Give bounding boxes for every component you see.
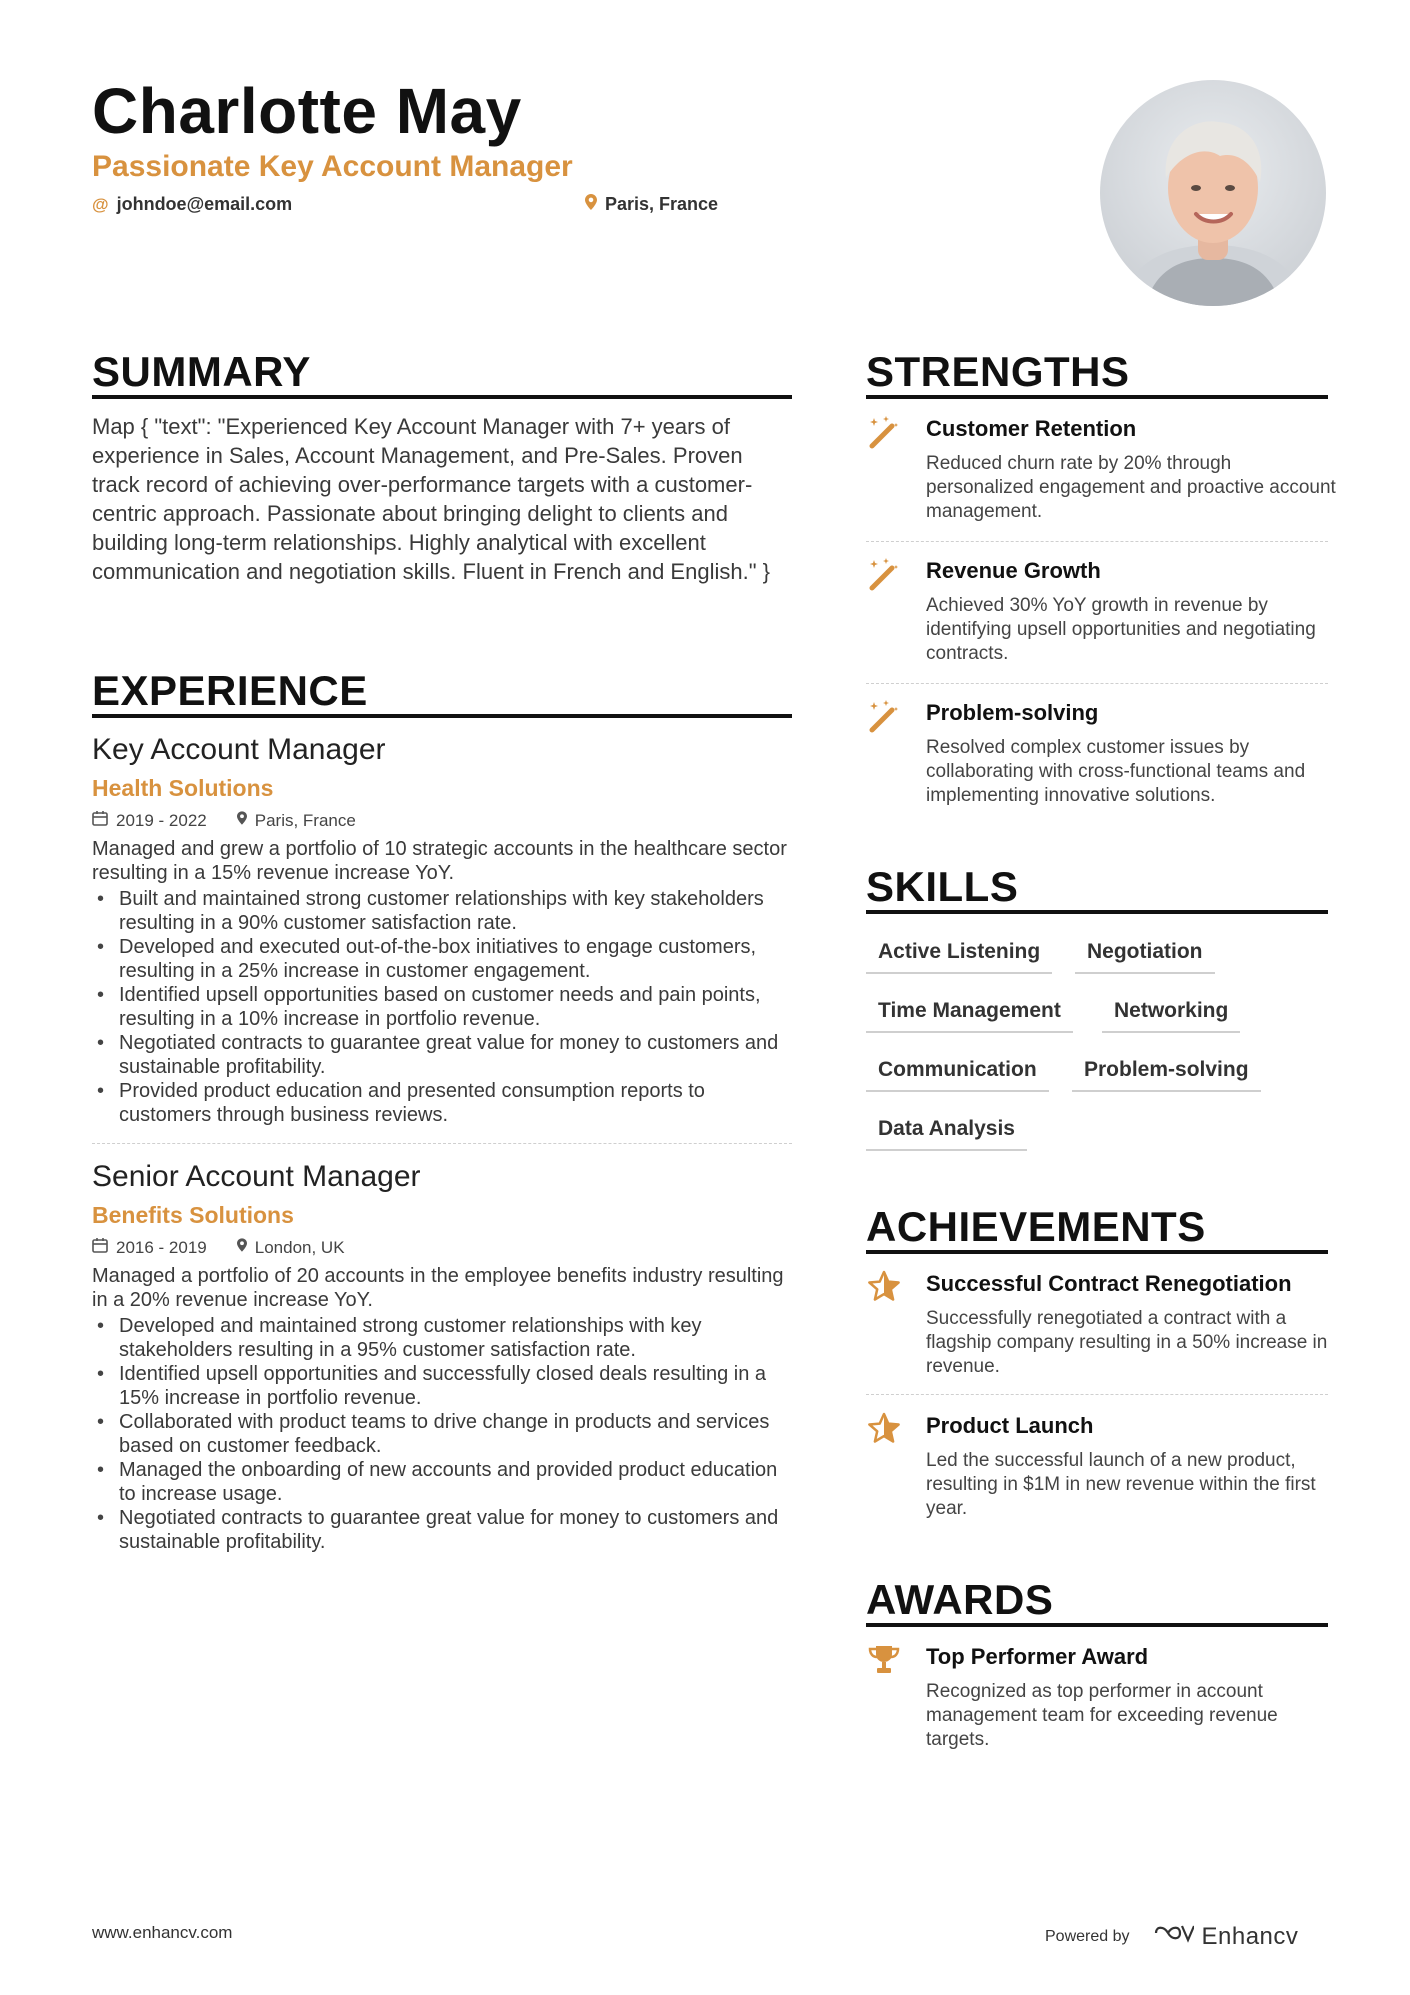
candidate-title: Passionate Key Account Manager (92, 150, 573, 183)
experience-divider (92, 1143, 792, 1144)
job-title: Senior Account Manager (92, 1160, 421, 1193)
job-bullet: • Provided product education and presented consumption reports to customers through business reviews. (92, 1079, 792, 1127)
experience-entry (92, 1160, 792, 1554)
job-bullet: • Identified upsell opportunities based on customer needs and pain points, resulting in a 10% increase in portfolio revenue. (92, 983, 792, 1031)
job-bullet: • Built and maintained strong customer relationships with key stakeholders resulting in a 90% customer satisfaction rate. (92, 887, 792, 935)
powered-by-label: Powered by (1045, 1927, 1130, 1945)
achievement-description: Successfully renegotiated a contract with a flagship company resulting in a 50% increase in revenue. (926, 1308, 1328, 1377)
job-bullet: • Negotiated contracts to guarantee great value for money to customers and sustainable profitability. (92, 1506, 792, 1554)
achievement-title: Successful Contract Renegotiation (926, 1271, 1292, 1296)
experience-rule (92, 714, 792, 718)
job-description: Managed and grew a portfolio of 10 strategic accounts in the healthcare sector resulting in a 15% revenue increase YoY. (92, 838, 787, 884)
magic-wand-icon (866, 698, 902, 734)
summary-text: Map { "text": "Experienced Key Account Manager with 7+ years of experience in Sales, Account Management, and Pre-Sales. Proven track record of achieving over-performance targets with a customer-centric approach. Passionate about bringing delight to clients and building long-term relationships. Highly analytical with excellent communication and negotiation skills. Fluent in French and English." } (92, 414, 770, 584)
job-meta (92, 1237, 792, 1258)
skill-tag: Communication (866, 1058, 1049, 1092)
achievement-title: Product Launch (926, 1413, 1094, 1438)
job-location: Paris, France (254, 810, 356, 830)
job-description: Managed a portfolio of 20 accounts in the employee benefits industry resulting in a 20% revenue increase YoY. (92, 1265, 784, 1311)
job-company: Benefits Solutions (92, 1202, 294, 1228)
skill-tag: Data Analysis (866, 1117, 1027, 1151)
job-meta (92, 810, 792, 831)
job-bullet: • Developed and executed out-of-the-box initiatives to engage customers, resulting in a 25% increase in customer engagement. (92, 935, 792, 983)
job-dates: 2016 - 2019 (116, 1237, 207, 1257)
job-bullets (92, 1314, 792, 1554)
skill-tag: Negotiation (1075, 940, 1215, 974)
skills-rule (866, 910, 1328, 914)
summary-heading: SUMMARY (92, 348, 311, 395)
map-pin-icon (585, 194, 597, 215)
star-icon (866, 1269, 902, 1305)
candidate-name: Charlotte May (92, 75, 522, 147)
achievement-divider (866, 1394, 1328, 1395)
strength-description: Achieved 30% YoY growth in revenue by identifying upsell opportunities and negotiating contracts. (926, 595, 1316, 664)
awards-heading: AWARDS (866, 1576, 1054, 1623)
location-contact (585, 194, 718, 215)
location-text: Paris, France (605, 194, 719, 214)
job-title: Key Account Manager (92, 733, 386, 766)
job-bullet: • Collaborated with product teams to drive change in products and services based on customer feedback. (92, 1410, 792, 1458)
award-title: Top Performer Award (926, 1644, 1149, 1669)
awards-rule (866, 1623, 1328, 1627)
job-bullet: • Negotiated contracts to guarantee great value for money to customers and sustainable profitability. (92, 1031, 792, 1079)
summary-rule (92, 395, 792, 399)
brand-logo[interactable] (1152, 1922, 1299, 1951)
powered-by (1045, 1922, 1298, 1951)
calendar-icon (92, 1237, 108, 1258)
strength-title: Revenue Growth (926, 558, 1101, 583)
job-bullets (92, 887, 792, 1127)
job-bullet: • Identified upsell opportunities and successfully closed deals resulting in a 15% increase in portfolio revenue. (92, 1362, 792, 1410)
skills-heading: SKILLS (866, 863, 1019, 910)
achievements-heading: ACHIEVEMENTS (866, 1203, 1206, 1250)
star-icon (866, 1411, 902, 1447)
brand-name: Enhancv (1201, 1922, 1299, 1950)
strength-divider (866, 683, 1328, 684)
strength-title: Customer Retention (926, 416, 1137, 441)
job-bullet: • Managed the onboarding of new accounts and provided product education to increase usage. (92, 1458, 792, 1506)
experience-heading: EXPERIENCE (92, 667, 368, 714)
magic-wand-icon (866, 414, 902, 450)
achievements-rule (866, 1250, 1328, 1254)
email-text: johndoe@email.com (116, 194, 293, 214)
strengths-rule (866, 395, 1328, 399)
map-pin-icon (237, 1238, 247, 1257)
strengths-heading: STRENGTHS (866, 348, 1130, 395)
strength-description: Reduced churn rate by 20% through personalized engagement and proactive account management. (926, 453, 1336, 522)
skill-tag: Problem-solving (1072, 1058, 1261, 1092)
profile-photo (1100, 80, 1326, 306)
skill-tag: Active Listening (866, 940, 1052, 974)
job-dates: 2019 - 2022 (116, 810, 207, 830)
email-contact[interactable] (92, 194, 292, 215)
job-company: Health Solutions (92, 775, 274, 801)
website-link[interactable]: www.enhancv.com (92, 1923, 233, 1942)
skill-tag: Time Management (866, 999, 1073, 1033)
award-description: Recognized as top performer in account management team for exceeding revenue targets. (926, 1681, 1278, 1750)
strength-divider (866, 541, 1328, 542)
strength-title: Problem-solving (926, 700, 1099, 725)
job-location: London, UK (254, 1237, 345, 1257)
calendar-icon (92, 810, 108, 831)
experience-entry (92, 733, 792, 1127)
skill-tag: Networking (1102, 999, 1240, 1033)
strength-description: Resolved complex customer issues by collaborating with cross-functional teams and implementing innovative solutions. (926, 737, 1306, 806)
at-icon: @ (92, 194, 109, 214)
map-pin-icon (237, 811, 247, 830)
trophy-icon (866, 1642, 902, 1678)
job-bullet: • Developed and maintained strong customer relationships with key stakeholders resulting in a 95% customer satisfaction rate. (92, 1314, 792, 1362)
achievement-description: Led the successful launch of a new product, resulting in $1M in new revenue within the first year. (926, 1450, 1316, 1519)
enhancv-logo-icon (1152, 1922, 1194, 1951)
magic-wand-icon (866, 556, 902, 592)
